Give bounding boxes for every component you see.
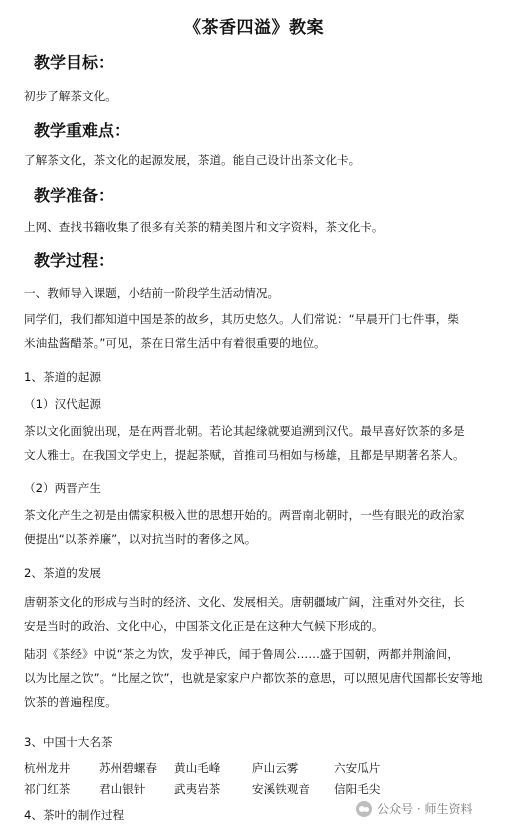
paragraph-line: 以为比屋之饮”。“比屋之饮”，也就是家家户户都饮茶的意思，可以照见唐代国都长安等地	[24, 671, 483, 685]
tea-name: 六安瓜片	[334, 761, 381, 775]
paragraph-line: 便提出“以茶养廉”，以对抗当时的奢侈之风。	[24, 532, 257, 546]
tea-name: 信阳毛尖	[334, 782, 381, 796]
tea-name: 君山银针	[99, 782, 146, 796]
heading-teaching-goal: 教学目标：	[34, 53, 115, 72]
tea-row	[24, 760, 494, 781]
paragraph-line: 茶以文化面貌出现，是在两晋北朝。若论其起缘就要追溯到汉代。最早喜好饮茶的多是	[24, 424, 465, 438]
paragraph-line: 茶文化产生之初是由儒家积极入世的思想开始的。两晋南北朝时，一些有眼光的政治家	[24, 508, 465, 522]
paragraph-line: 文人雅士。在我国文学史上，提起茶赋，首推司马相如与杨雄，且都是早期著名茶人。	[24, 448, 465, 462]
heading-process: 教学过程：	[34, 251, 115, 270]
subheading-famous-teas: 3、中国十大名茶	[24, 735, 113, 749]
subheading-han-origin: （1）汉代起源	[24, 397, 101, 411]
paragraph-line: 唐朝茶文化的形成与当时的经济、文化、发展相关。唐朝疆域广阔，注重对外交往，长	[24, 595, 465, 609]
paragraph-chajing	[24, 642, 500, 714]
paragraph-tea-homeland	[24, 307, 500, 355]
tea-name: 武夷岩茶	[174, 782, 221, 796]
paragraph-han	[24, 419, 500, 467]
paragraph-tang	[24, 590, 500, 638]
tea-name: 黄山毛峰	[174, 761, 221, 775]
subheading-jin-birth: （2）两晋产生	[24, 481, 101, 495]
paragraph-line: 饮茶的普遍程度。	[24, 695, 117, 709]
watermark-text: 公众号 · 师生资料	[377, 802, 473, 816]
tea-name: 苏州碧螺春	[99, 761, 157, 775]
paragraph-line: 同学们，我们都知道中国是茶的故乡，其历史悠久。人们常说：“早晨开门七件事，柴	[24, 312, 459, 326]
wechat-icon	[356, 801, 372, 817]
paragraph-line: 安是当时的政治、文化中心，中国茶文化正是在这种大气候下形成的。	[24, 619, 384, 633]
tea-name: 杭州龙井	[24, 761, 71, 775]
heading-key-points: 教学重难点：	[34, 121, 131, 140]
page-title: 《茶香四溢》教案	[184, 18, 324, 38]
tea-name: 安溪铁观音	[252, 782, 310, 796]
famous-teas-list	[24, 760, 494, 802]
key-points-text: 了解茶文化，茶文化的起源发展，茶道。能自己设计出茶文化卡。	[24, 153, 361, 167]
tea-name: 庐山云雾	[252, 761, 299, 775]
subheading-production: 4、茶叶的制作过程	[24, 808, 125, 822]
paragraph-jin	[24, 503, 500, 551]
subheading-origin: 1、茶道的起源	[24, 370, 101, 384]
process-intro: 一、教师导入课题，小结前一阶段学生活动情况。	[24, 286, 280, 300]
paragraph-line: 陆羽《茶经》中说“茶之为饮，发乎神氏，闻于鲁周公……盛于国朝，两都并荆渝间，	[24, 647, 459, 661]
tea-name: 祁门红茶	[24, 782, 71, 796]
watermark	[356, 800, 472, 817]
teaching-goal-text: 初步了解茶文化。	[24, 89, 117, 103]
subheading-development: 2、茶道的发展	[24, 566, 101, 580]
heading-preparation: 教学准备：	[34, 186, 115, 205]
tea-row	[24, 781, 494, 802]
paragraph-line: 米油盐酱醋茶。”可见，茶在日常生活中有着很重要的地位。	[24, 336, 326, 350]
preparation-text: 上网、查找书籍收集了很多有关茶的精美图片和文字资料，茶文化卡。	[24, 220, 384, 234]
